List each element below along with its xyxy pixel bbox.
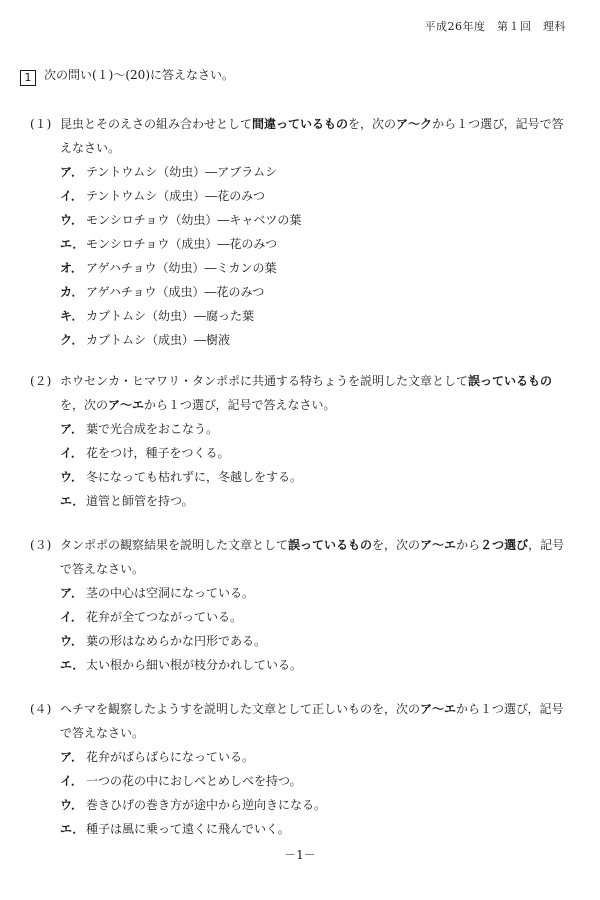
option-label: エ．: [60, 658, 85, 672]
question-3-text-d: ，記号で答えなさい。: [60, 538, 565, 576]
question-2: [30, 369, 572, 513]
option-item: [60, 581, 572, 605]
option-text: 冬になっても枯れずに，冬越しをする。: [86, 470, 303, 484]
question-3-text: タンポポの観察結果を説明した文章として: [60, 538, 289, 552]
question-4-range: ア～エ: [420, 702, 457, 716]
section-intro: [20, 66, 234, 86]
option-item: [60, 817, 572, 841]
option-text: 道管と師管を持つ。: [86, 494, 194, 508]
option-item: [60, 160, 572, 184]
option-item: [60, 208, 572, 232]
page-number: －1－: [284, 848, 316, 862]
option-item: [60, 184, 572, 208]
option-label: ア．: [60, 422, 84, 436]
question-1-range: ア～ク: [396, 117, 433, 131]
option-item: [60, 793, 572, 817]
option-text: 種子は風に乗って遠くに飛んでいく。: [86, 822, 290, 836]
option-label: ウ．: [60, 470, 84, 484]
option-item: [60, 280, 572, 304]
question-2-options: [30, 417, 572, 513]
option-text: 葉の形はなめらかな円形である。: [86, 634, 267, 648]
option-text: カブトムシ（成虫）―樹液: [86, 333, 231, 347]
option-text: テントウムシ（幼虫）―アブラムシ: [86, 165, 278, 179]
question-3-stem: [30, 533, 572, 581]
question-3-count: ２つ選び: [480, 538, 529, 552]
question-3-text-b: を，次の: [372, 538, 421, 552]
option-item: [60, 605, 572, 629]
question-4-text-c: から１つ選び，記号で答えなさい。: [60, 702, 564, 740]
option-text: アゲハチョウ（幼虫）―ミカンの葉: [86, 261, 277, 275]
option-label: キ．: [60, 309, 84, 323]
option-text: 巻きひげの巻き方が途中から逆向きになる。: [86, 798, 327, 812]
option-text: 花弁が全てつながっている。: [86, 610, 243, 624]
question-2-text-c: から１つ選び，記号で答えなさい。: [144, 398, 336, 412]
question-1: [30, 112, 572, 352]
option-item: [60, 304, 572, 328]
option-label: エ．: [60, 237, 85, 251]
option-label: イ．: [60, 774, 83, 788]
option-text: モンシロチョウ（成虫）―花のみつ: [86, 237, 278, 251]
option-label: ウ．: [60, 213, 84, 227]
option-item: [60, 489, 572, 513]
question-2-text: ホウセンカ・ヒマワリ・タンポポに共通する特ちょうを説明した文章として: [60, 374, 469, 388]
section-instruction: 次の問い(１)～(20)に答えなさい。: [44, 68, 234, 82]
question-4-stem: [30, 697, 572, 745]
question-4-options: [30, 745, 572, 841]
question-4: [30, 697, 572, 841]
option-text: 花弁がばらばらになっている。: [86, 750, 255, 764]
option-text: カブトムシ（幼虫）―腐った葉: [86, 309, 255, 323]
option-text: 一つの花の中におしべとめしべを持つ。: [86, 774, 302, 788]
option-text: 葉で光合成をおこなう。: [86, 422, 219, 436]
option-text: 茎の中心は空洞になっている。: [86, 586, 255, 600]
option-item: [60, 629, 572, 653]
option-text: アゲハチョウ（成虫）―花のみつ: [86, 285, 265, 299]
option-label: ウ．: [60, 798, 84, 812]
question-2-range: ア～エ: [108, 398, 145, 412]
option-item: [60, 232, 572, 256]
option-label: オ．: [60, 261, 83, 275]
option-label: エ．: [60, 494, 85, 508]
question-3-emphasis: 誤っているもの: [288, 538, 373, 552]
option-label: ク．: [60, 333, 84, 347]
question-1-text-c: から１つ選び，記号で答えなさい。: [60, 117, 564, 155]
option-item: [60, 417, 572, 441]
question-4-text: ヘチマを観察したようすを説明した文章として正しいものを，次の: [60, 702, 421, 716]
option-text: 花をつけ，種子をつくる。: [86, 446, 230, 460]
option-item: [60, 769, 572, 793]
question-3-text-c: から: [456, 538, 481, 552]
question-3: [30, 533, 572, 677]
question-1-emphasis: 間違っているもの: [252, 117, 349, 131]
option-item: [60, 328, 572, 352]
question-3-number: (３): [30, 538, 52, 552]
question-2-stem: [30, 369, 572, 417]
option-item: [60, 465, 572, 489]
option-item: [60, 441, 572, 465]
option-text: 太い根から細い根が枝分かれしている。: [86, 658, 303, 672]
option-label: ア．: [60, 586, 84, 600]
option-label: ア．: [60, 165, 84, 179]
option-item: [60, 256, 572, 280]
question-2-text-b: を，次の: [60, 398, 109, 412]
option-label: イ．: [60, 610, 83, 624]
question-1-text: 昆虫とそのえさの組み合わせとして: [60, 117, 253, 131]
question-4-number: (４): [30, 702, 52, 716]
question-1-stem: [30, 112, 572, 160]
question-3-options: [30, 581, 572, 677]
option-label: カ．: [60, 285, 84, 299]
option-label: ア．: [60, 750, 84, 764]
option-text: テントウムシ（成虫）―花のみつ: [86, 189, 266, 203]
question-2-number: (２): [30, 374, 52, 388]
option-label: ウ．: [60, 634, 84, 648]
section-number-box: 1: [20, 70, 36, 86]
question-1-text-b: を，次の: [348, 117, 397, 131]
option-item: [60, 653, 572, 677]
exam-header: 平成26年度 第１回 理科: [424, 20, 566, 33]
option-label: エ．: [60, 822, 85, 836]
option-label: イ．: [60, 189, 83, 203]
option-text: モンシロチョウ（幼虫）―キャベツの葉: [86, 213, 302, 227]
question-2-emphasis: 誤っているもの: [468, 374, 553, 388]
option-label: イ．: [60, 446, 83, 460]
question-3-range: ア～エ: [420, 538, 457, 552]
option-item: [60, 745, 572, 769]
question-1-options: [30, 160, 572, 352]
question-1-number: (１): [30, 117, 52, 131]
